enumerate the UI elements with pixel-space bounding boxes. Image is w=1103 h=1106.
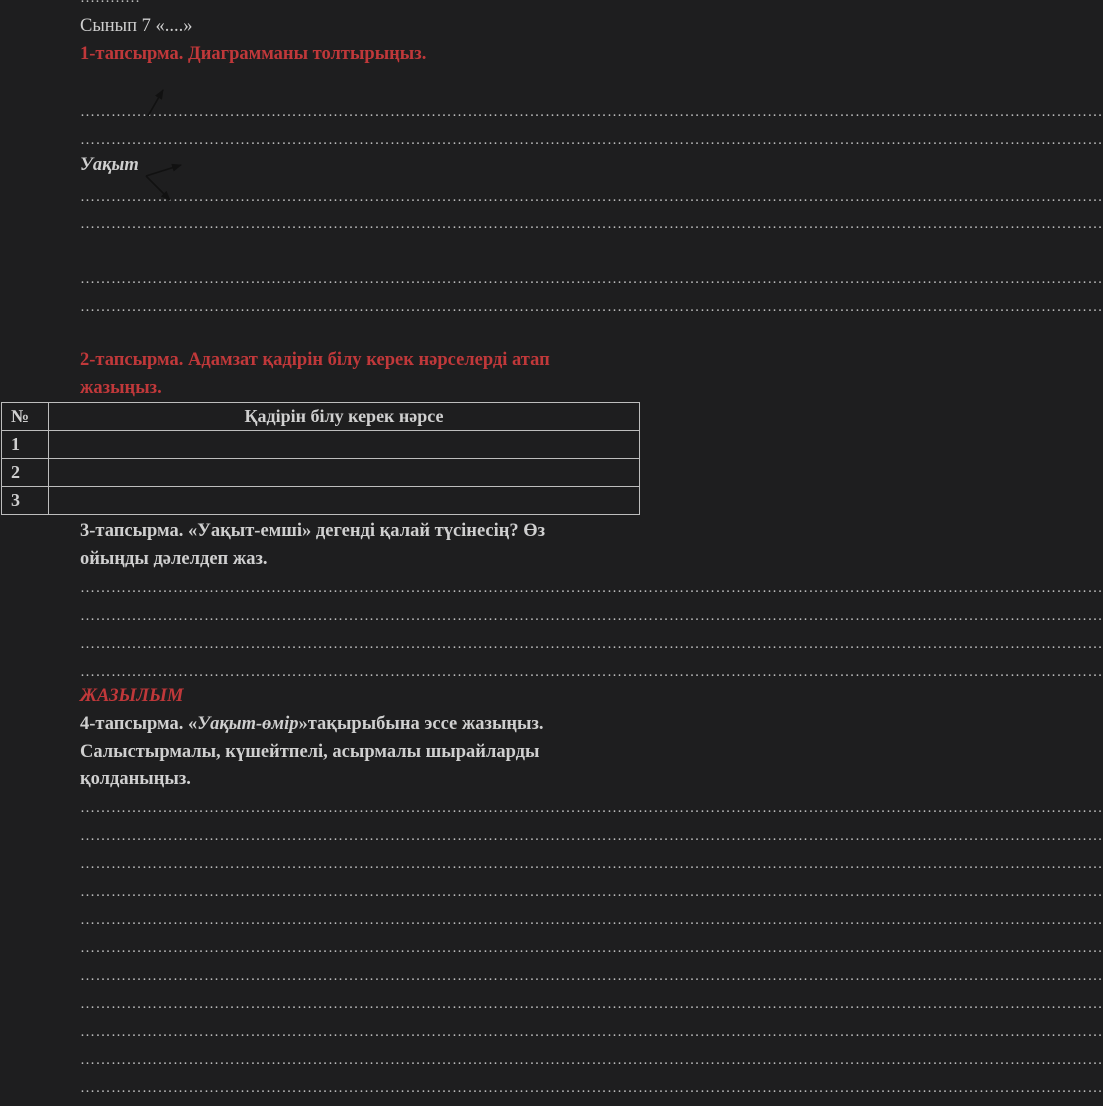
answer-line: ………………………………………………………………………………………………………………………………………………………………………………	[80, 1052, 1103, 1068]
task4-prefix: 4-тапсырма. «	[80, 714, 198, 734]
table-cell-answer[interactable]	[49, 459, 640, 487]
answer-line: ………………………………………………………………………………………………………………………………………………………………………………	[80, 996, 1103, 1012]
answer-line: ………………………………………………………………………………………………………………………………………………………………………………	[80, 664, 1103, 680]
class-line: Сынып 7 «....»	[80, 16, 193, 36]
table-row-num: 2	[2, 459, 49, 487]
table-row-num: 3	[2, 487, 49, 515]
table-cell-answer[interactable]	[49, 431, 640, 459]
answer-line: ………………………………………………………………………………………………………………………………………………………………………………	[80, 299, 1103, 315]
answer-line: ………………………………………………………………………………………………………………………………………………………………………………	[80, 104, 1103, 120]
answer-line: ………………………………………………………………………………………………………………………………………………………………………………	[80, 132, 1103, 148]
answer-line: ………………………………………………………………………………………………………………………………………………………………………………	[80, 828, 1103, 844]
answer-line: ………………………………………………………………………………………………………………………………………………………………………………	[80, 216, 1103, 232]
answer-line: ………………………………………………………………………………………………………………………………………………………………………………	[80, 912, 1103, 928]
table-header-item: Қадірін білу керек нәрсе	[49, 403, 640, 431]
answer-line: ………………………………………………………………………………………………………………………………………………………………………………	[80, 271, 1103, 287]
table-cell-answer[interactable]	[49, 487, 640, 515]
table-row-num: 1	[2, 431, 49, 459]
task2-title-line2: жазыңыз.	[80, 378, 162, 398]
task3-line2: ойыңды дәлелдеп жаз.	[80, 549, 268, 569]
section-writing: ЖАЗЫЛЫМ	[80, 686, 184, 706]
task3-line1: 3-тапсырма. «Уақыт-емші» дегенді қалай түсінесің? Өз	[80, 521, 546, 541]
answer-line: ………………………………………………………………………………………………………………………………………………………………………………	[80, 884, 1103, 900]
answer-line: ………………………………………………………………………………………………………………………………………………………………………………	[80, 968, 1103, 984]
table-header-num: №	[2, 403, 49, 431]
task1-title: 1-тапсырма. Диаграмманы толтырыңыз.	[80, 44, 427, 64]
answer-line: ………………………………………………………………………………………………………………………………………………………………………………	[80, 608, 1103, 624]
answer-line: ………………………………………………………………………………………………………………………………………………………………………………	[80, 800, 1103, 816]
task4-line2: Салыстырмалы, күшейтпелі, асырмалы шырайларды	[80, 742, 540, 762]
table-row	[2, 431, 640, 459]
table-row	[2, 459, 640, 487]
answer-line: ………………………………………………………………………………………………………………………………………………………………………………	[80, 1024, 1103, 1040]
answer-line: ………………………………………………………………………………………………………………………………………………………………………………	[80, 580, 1103, 596]
table-header-row	[2, 403, 640, 431]
task4-line1	[80, 714, 544, 735]
answer-line: ………………………………………………………………………………………………………………………………………………………………………………	[80, 1080, 1103, 1096]
task4-suffix: »тақырыбына эссе жазыңыз.	[298, 714, 544, 734]
answer-line: ………………………………………………………………………………………………………………………………………………………………………………	[80, 636, 1103, 652]
answer-line: ………………………………………………………………………………………………………………………………………………………………………………	[80, 940, 1103, 956]
time-label: Уақыт	[80, 155, 139, 175]
table-row	[2, 487, 640, 515]
answer-line: ………………………………………………………………………………………………………………………………………………………………………………	[80, 189, 1103, 205]
task2-title-line1: 2-тапсырма. Адамзат қадірін білу керек нәрселерді атап	[80, 350, 550, 370]
answer-line: ………………………………………………………………………………………………………………………………………………………………………………	[80, 856, 1103, 872]
task4-line3: қолданыңыз.	[80, 769, 191, 789]
values-table	[1, 402, 640, 515]
task4-topic: Уақыт-өмір	[197, 714, 299, 734]
diagram-arrows	[0, 0, 1103, 240]
